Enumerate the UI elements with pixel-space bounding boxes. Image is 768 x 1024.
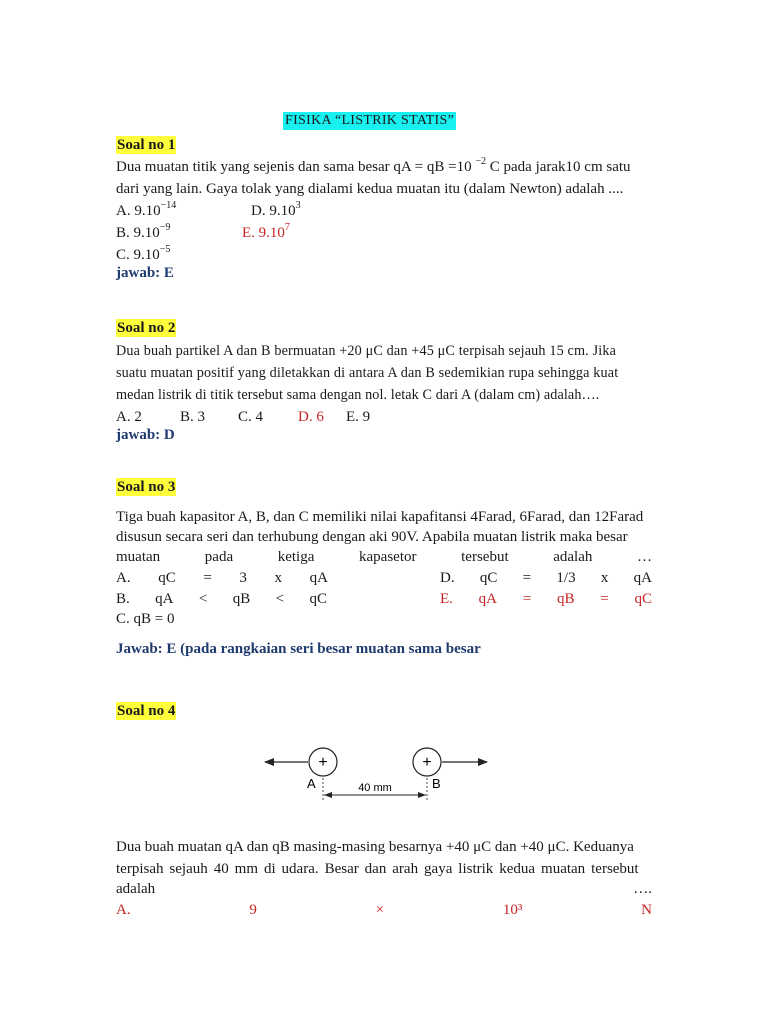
word: qC: [309, 591, 327, 607]
word: <: [275, 591, 285, 607]
question-3-line-1: Tiga buah kapasitor A, B, dan C memiliki nilai kapafitansi 4Farad, 6Farad, dan 12Farad: [116, 509, 644, 525]
word: =: [203, 570, 212, 586]
question-3-line-2: disusun secara seri dan terhubung dengan aki 90V. Apabila muatan listrik maka besar: [116, 529, 628, 545]
option-exponent: 7: [284, 222, 290, 233]
word: qB: [556, 591, 575, 607]
word: =: [522, 570, 532, 586]
word: =: [522, 591, 532, 607]
option-exponent: −9: [159, 222, 171, 233]
charges-diagram: [262, 742, 494, 800]
word: 3: [239, 570, 247, 586]
question-4-line-2: terpisah sejauh 40 mm di udara. Besar dan arah gaya listrik kedua muatan tersebut: [116, 861, 639, 877]
question-2-option-e: E. 9: [346, 409, 371, 425]
word: pada: [204, 549, 234, 565]
question-2-line-2: suatu muatan positif yang diletakkan di antara A dan B sedemikian rupa sehingga kuat: [116, 365, 619, 381]
word: A.: [116, 570, 131, 586]
question-2-option-c: C. 4: [238, 409, 264, 425]
dimension-arrowhead-left: [324, 792, 332, 798]
word: qB: [232, 591, 251, 607]
word: E.: [440, 591, 453, 607]
question-3-line-3: [116, 548, 652, 566]
word: qA: [309, 570, 328, 586]
option-exponent: 3: [295, 200, 301, 211]
question-3-option-b: [116, 590, 327, 608]
question-4-option-a-correct: [116, 901, 652, 919]
word: N: [641, 902, 652, 918]
question-2-option-a: A. 2: [116, 409, 142, 425]
word: x: [274, 570, 283, 586]
word: 10³: [502, 902, 523, 918]
option-text: E. 9.10: [242, 225, 285, 241]
question-4-line-3: [116, 880, 652, 898]
word: qC: [634, 591, 652, 607]
option-exponent: −5: [159, 244, 171, 255]
question-1-exponent: −2: [475, 156, 486, 167]
question-1-line-1-text: Dua muatan titik yang sejenis dan sama besar qA = qB =10: [116, 159, 476, 175]
question-1-option-c: [116, 246, 170, 264]
question-3-option-c: C. qB = 0: [116, 611, 175, 627]
dimension-arrowhead-right: [418, 792, 426, 798]
charge-b-sign: +: [422, 754, 432, 771]
distance-label: 40 mm: [358, 782, 392, 794]
word: ketiga: [277, 549, 315, 565]
question-1-header: Soal no 1: [117, 137, 176, 153]
option-text: C. 9.10: [116, 247, 160, 263]
question-4-line-1: Dua buah muatan qA dan qB masing-masing besarnya +40 μC dan +40 μC. Keduanya: [116, 839, 634, 855]
word: …: [637, 549, 652, 565]
charge-a-label: A: [307, 776, 316, 791]
question-1-line-1: [116, 158, 631, 176]
option-text: A. 9.10: [116, 203, 161, 219]
question-3-header: Soal no 3: [117, 479, 176, 495]
word: B.: [116, 591, 130, 607]
question-1-option-e-correct: [242, 224, 290, 242]
option-text: B. 9.10: [116, 225, 160, 241]
word: qC: [479, 570, 498, 586]
question-1-answer: jawab: E: [116, 265, 174, 281]
word: D.: [440, 570, 455, 586]
question-2-line-3: medan listrik di titik tersebut sama dengan nol. letak C dari A (dalam cm) adalah….: [116, 387, 600, 403]
question-2-option-b: B. 3: [180, 409, 206, 425]
word: qC: [158, 570, 176, 586]
question-1-option-d: [251, 202, 301, 220]
word: adalah: [116, 881, 156, 897]
charge-a-sign: +: [318, 754, 328, 771]
charge-b-label: B: [432, 776, 441, 791]
question-2-header: Soal no 2: [117, 320, 176, 336]
word: <: [198, 591, 208, 607]
word: adalah: [553, 549, 593, 565]
word: qA: [633, 570, 652, 586]
word: ….: [633, 881, 652, 897]
word: qA: [155, 591, 174, 607]
option-text: D. 9.10: [251, 203, 296, 219]
word: ×: [375, 902, 385, 918]
question-2-option-d-correct: D. 6: [298, 409, 324, 425]
question-3-option-e-correct: [440, 590, 652, 608]
word: kapasetor: [359, 549, 417, 565]
word: A.: [116, 902, 131, 918]
document-title: FISIKA “LISTRIK STATIS”: [285, 113, 455, 128]
word: tersebut: [461, 549, 509, 565]
word: 1/3: [556, 570, 576, 586]
word: qA: [478, 591, 498, 607]
question-1-option-b: [116, 224, 170, 242]
question-2-line-1: Dua buah partikel A dan B bermuatan +20 μC dan +45 μC terpisah sejauh 15 cm. Jika: [116, 343, 617, 359]
question-4-header: Soal no 4: [117, 703, 176, 719]
question-3-option-a: [116, 569, 328, 587]
question-1-line-2: dari yang lain. Gaya tolak yang dialami kedua muatan itu (dalam Newton) adalah ....: [116, 181, 624, 197]
question-3-answer: Jawab: E (pada rangkaian seri besar muatan sama besar: [116, 641, 481, 657]
word: =: [600, 591, 609, 607]
question-1-option-a: [116, 202, 176, 220]
option-exponent: −14: [160, 200, 177, 211]
question-3-option-d: [440, 569, 652, 587]
question-1-line-1-end: C pada jarak10 cm satu: [486, 159, 631, 175]
word: muatan: [116, 549, 161, 565]
question-2-answer: jawab: D: [116, 427, 175, 443]
word: 9: [249, 902, 257, 918]
word: x: [600, 570, 609, 586]
